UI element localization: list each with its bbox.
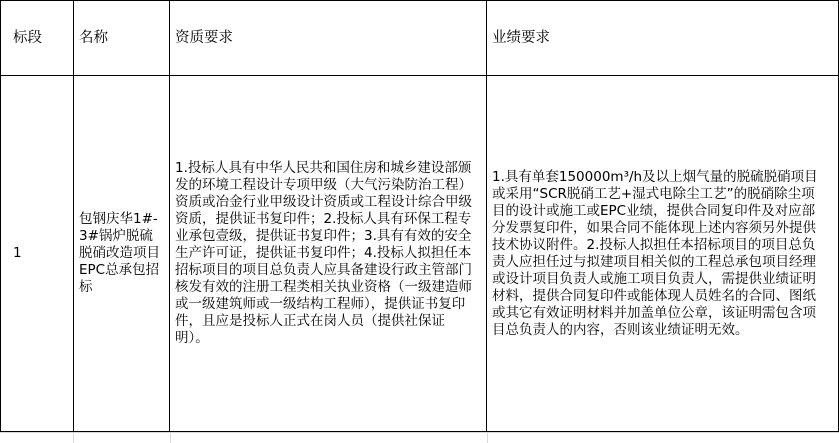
gridline bbox=[170, 433, 171, 443]
header-qualification-label: 资质要求 bbox=[175, 29, 233, 46]
header-name-label: 名称 bbox=[79, 29, 108, 46]
segment-cell[interactable] bbox=[1, 76, 74, 432]
performance-value: 1.具有单套150000m³/h及以上烟气量的脱硫脱硝项目或采用“SCR脱硝工艺+湿式电除尘工艺”的脱硝除尘项目的设计或施工或EPC业绩，提供合同复印件及对应部分发票复印件，如果合同不能体现上述内容须另外提供技术协议附件。2.投标人拟担任本招标项目的项目总负责人应担任过与拟建项目相关似的工程总承包项目经理或设计项目负责人或施工项目负责人，需提供业绩证明材料，提供合同复印件或能体现人员姓名的合同、图纸或其它有效证明材料并加盖单位公章，该证明需包含项目总负责人的内容，否则该业绩证明无效。 bbox=[492, 168, 818, 338]
qualification-cell[interactable] bbox=[170, 76, 487, 432]
header-performance-cell[interactable] bbox=[487, 1, 839, 76]
project-name-cell[interactable] bbox=[74, 76, 170, 432]
qualification-value: 1.投标人具有中华人民共和国住房和城乡建设部颁发的环境工程设计专项甲级（大气污染防治工程）资质或冶金行业甲级设计资质或工程设计综合甲级资质，提供证书复印件；2.投标人具有环保工程专业承包壹级，提供证书复印件；3.具有有效的安全生产许可证，提供证书复印件；4.投标人拟担任本招标项目的项目总负责人应具备建设行政主管部门核发有效的注册工程类相关执业资格（一级建造师或一级建筑师或一级结构工程师），提供证书复印件，且应是投标人正式在岗人员（提供社保证明）。 bbox=[175, 160, 472, 346]
header-name-cell[interactable] bbox=[74, 1, 170, 76]
gridline bbox=[0, 432, 839, 433]
header-segment-label: 标段 bbox=[13, 29, 42, 46]
header-qualification-cell[interactable] bbox=[170, 1, 487, 76]
table-header-row bbox=[1, 1, 839, 76]
segment-value: 1 bbox=[13, 245, 22, 261]
performance-cell[interactable] bbox=[487, 76, 839, 432]
header-segment-cell[interactable] bbox=[1, 1, 74, 76]
gridline bbox=[487, 433, 488, 443]
project-name-value: 包钢庆华1#-3#锅炉脱硫脱硝改造项目EPC总承包招标 bbox=[79, 211, 160, 295]
table-row bbox=[1, 76, 839, 432]
header-performance-label: 业绩要求 bbox=[492, 29, 550, 46]
gridline bbox=[73, 433, 74, 443]
